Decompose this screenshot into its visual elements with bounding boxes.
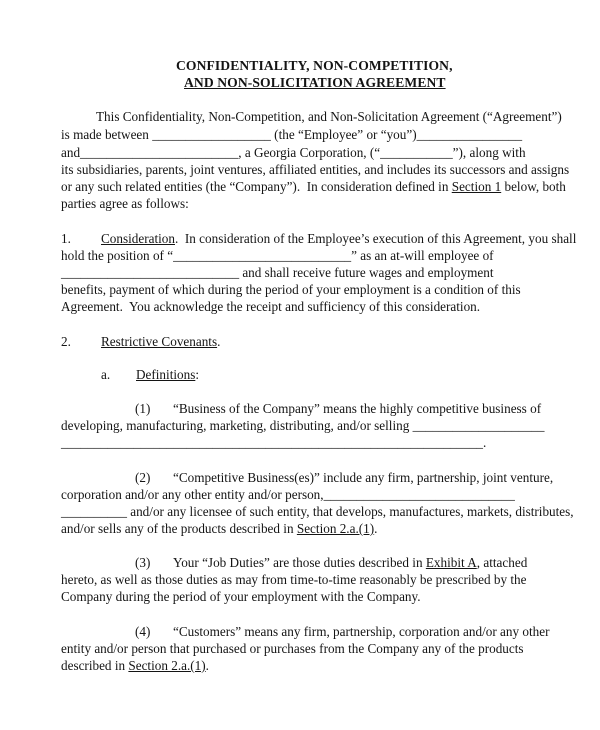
sub-a-label: a. [101,367,111,382]
company-name-blank: ________________________ [80,145,239,160]
section-1-line-2-c: ” as an at-will employee of [351,248,494,263]
exhibit-a-ref: Exhibit A [425,555,477,570]
competitor-blank-2: __________ [61,504,127,519]
def-3-line-1 [173,555,527,571]
sub-a-heading-line [136,367,199,383]
company-alias-blank: ___________ [380,145,453,160]
section-1-ref: Section 1 [451,179,502,194]
section-1-line-3-b: and shall receive future wages and employment [239,265,494,280]
title-line-2 [184,75,446,91]
intro-line-2-a: is made between [61,127,153,142]
intro-line-1: This Confidentiality, Non-Competition, and Non-Solicitation Agreement (“Agreement”) [96,109,562,124]
section-2a1-ref: Section 2.a.(1) [296,521,375,536]
def-3-line-1-c: , attached [476,555,528,570]
competitor-blank: _____________________________ [323,487,515,502]
def-4-number: (4) [135,624,151,639]
def-2-line-2-a: corporation and/or any other entity and/or person, [61,487,324,502]
def-4-line-3-c: . [205,658,209,673]
def-2-line-4 [61,521,377,537]
def-1-line-1: “Business of the Company” means the highly competitive business of [173,401,542,416]
employer-blank: ___________________________ [61,265,240,280]
section-2-heading-line [101,334,220,350]
def-2-line-4-c: . [374,521,378,536]
def-4-line-1: “Customers” means any firm, partnership, corporation and/or any other [173,624,550,639]
def-3-line-3: Company during the period of your employment with the Company. [61,589,421,604]
section-1-line-3 [61,265,494,281]
intro-line-3-c: , a Georgia Corporation, (“ [238,145,381,160]
def-4-line-3-a: described in [61,658,129,673]
section-2-number: 2. [61,334,71,349]
intro-line-5-a: or any such related entities (the “Company”). In consideration defined in [61,179,452,194]
def-4-line-3 [61,658,209,674]
intro-line-5-c: below, both [501,179,566,194]
business-blank: ____________________ [412,418,545,433]
def-3-line-2: hereto, as well as those duties as may from time-to-time reasonably be prescribed by the [61,572,527,587]
title-line-2-text: AND NON-SOLICITATION AGREEMENT [184,75,446,90]
title-line-1: CONFIDENTIALITY, NON-COMPETITION, [176,58,453,73]
section-1-line-2-a: hold the position of “ [61,248,174,263]
def-3-number: (3) [135,555,151,570]
intro-line-3-a: and [61,145,81,160]
intro-line-6: parties agree as follows: [61,196,189,211]
def-2-line-3-b: and/or any licensee of such entity, that develops, manufactures, markets, distributes, [126,504,574,519]
def-3-line-1-a: Your “Job Duties” are those duties described in [173,555,426,570]
section-1-line-4: benefits, payment of which during the period of your employment is a condition of this [61,282,521,297]
sub-a-heading: Definitions [136,367,196,382]
intro-line-2-c: (the “Employee” or “you”) [270,127,417,142]
section-1-line-1 [101,231,576,247]
section-2-heading: Restrictive Covenants [101,334,218,349]
intro-line-4: its subsidiaries, parents, joint ventures, affiliated entities, and includes its successors and assigns [61,162,570,177]
section-2a1-ref-2: Section 2.a.(1) [128,658,206,673]
def-2-line-1: “Competitive Business(es)” include any firm, partnership, joint venture, [173,470,554,485]
def-2-number: (2) [135,470,151,485]
section-1-line-1-text: . In consideration of the Employee’s execution of this Agreement, you shall [175,231,577,246]
position-blank: ___________________________ [173,248,352,263]
intro-line-2 [61,127,522,143]
intro-line-5 [61,179,566,195]
def-4-line-2: entity and/or person that purchased or purchases from the Company any of the products [61,641,524,656]
sub-a-heading-end: : [195,367,200,382]
def-1-line-2 [61,418,544,434]
employee-alias-blank: ________________ [416,127,523,142]
section-1-heading: Consideration [101,231,175,246]
def-2-line-4-a: and/or sells any of the products described in [61,521,297,536]
def-1-line-2-a: developing, manufacturing, marketing, distributing, and/or selling [61,418,413,433]
def-1-number: (1) [135,401,151,416]
intro-line-3-e: ”), along with [452,145,526,160]
section-1-line-5: Agreement. You acknowledge the receipt and sufficiency of this consideration. [61,299,481,314]
def-1-line-3: ________________________________________________________________. [61,435,487,450]
section-2-heading-end: . [217,334,221,349]
employee-name-blank: __________________ [152,127,271,142]
def-2-line-3 [61,504,574,520]
section-1-line-2 [61,248,494,264]
intro-line-3 [61,145,526,161]
section-1-number: 1. [61,231,71,246]
def-2-line-2 [61,487,515,503]
